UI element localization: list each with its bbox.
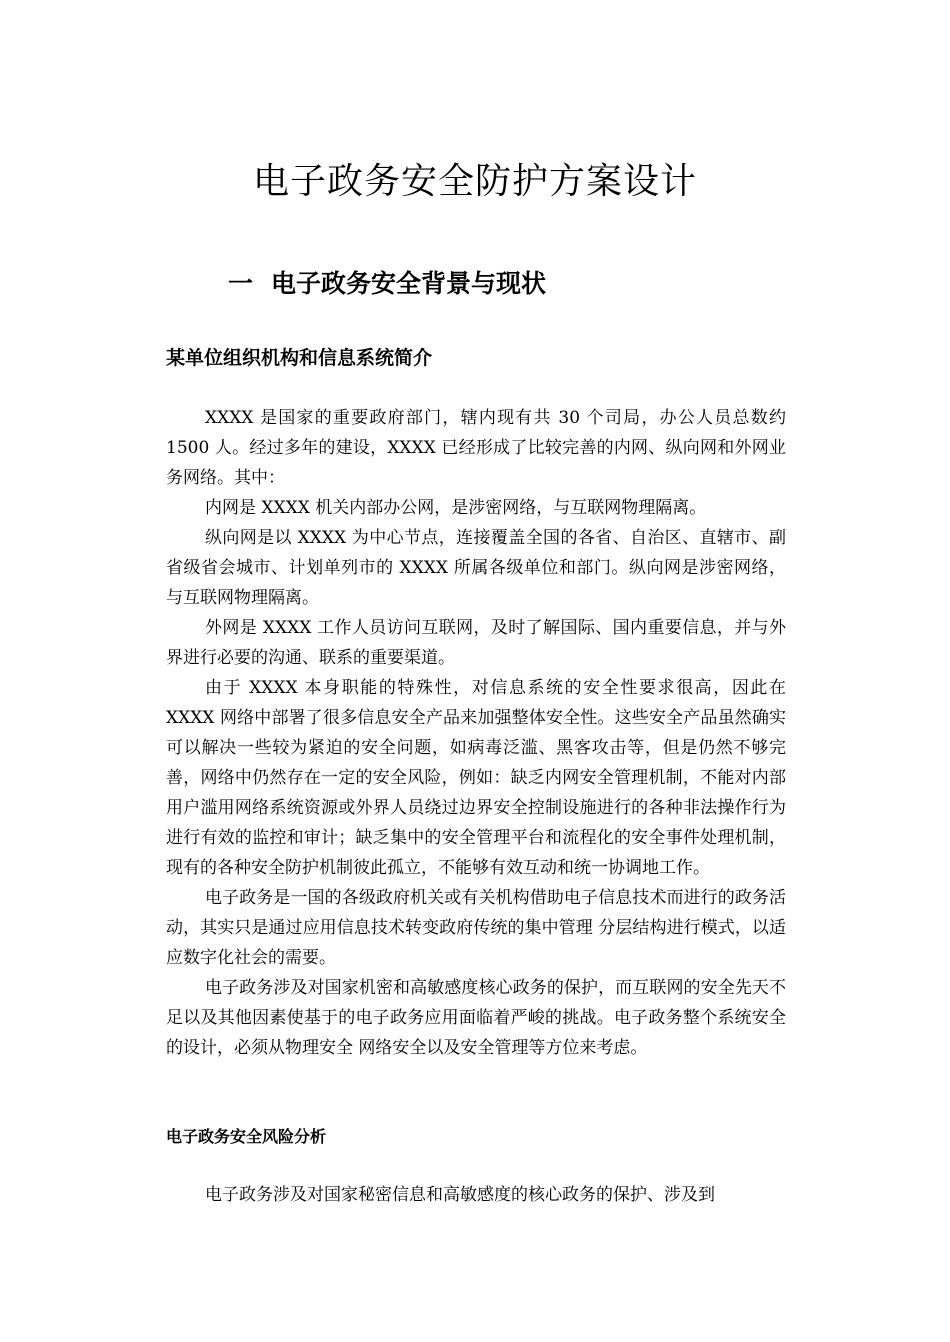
paragraph: 由于 XXXX 本身职能的特殊性，对信息系统的安全性要求很高，因此在 XXXX 网络中部署了很多信息安全产品来加强整体安全性。这些安全产品虽然确实可以解决一些较为紧迫的安全问题，如病毒泛滥、黑客攻击等，但是仍然不够完善，网络中仍然存在一定的安全风险，例如：缺乏内网安全管理机制，不能对内部用户滥用网络系统资源或外界人员绕过边界安全控制设施进行的各种非法操作行为进行有效的监控和审计；缺乏集中的安全管理平台和流程化的安全事件处理机制，现有的各种安全防护机制彼此孤立，不能够有效互动和统一协调地工作。 xyxy=(166,678,786,878)
paragraph: 电子政务是一国的各级政府机关或有关机构借助电子信息技术而进行的政务活动，其实只是通过应用信息技术转变政府传统的集中管理 分层结构进行模式，以适应数字化社会的需要。 xyxy=(166,888,786,968)
subsection-body-org xyxy=(166,403,786,1063)
section-heading xyxy=(228,266,546,302)
section-number: 一 xyxy=(228,269,254,298)
paragraph: 内网是 XXXX 机关内部办公网，是涉密网络，与互联网物理隔离。 xyxy=(205,498,707,518)
document-title: 电子政务安全防护方案设计 xyxy=(252,161,697,202)
paragraph: 电子政务涉及对国家机密和高敏感度核心政务的保护，而互联网的安全先天不足以及其他因素使基于的电子政务应用面临着严峻的挑战。电子政务整个系统安全的设计，必须从物理安全 网络安全以及安全管理等方位来考虑。 xyxy=(166,978,786,1058)
subsection-body-risk xyxy=(166,1180,786,1210)
paragraph: 电子政务涉及对国家秘密信息和高敏感度的核心政务的保护、涉及到 xyxy=(205,1185,715,1205)
paragraph: 外网是 XXXX 工作人员访问互联网，及时了解国际、国内重要信息，并与外界进行必要的沟通、联系的重要渠道。 xyxy=(166,618,786,668)
section-title: 电子政务安全背景与现状 xyxy=(271,269,547,298)
paragraph: 纵向网是以 XXXX 为中心节点，连接覆盖全国的各省、自治区、直辖市、副省级省会城市、计划单列市的 XXXX 所属各级单位和部门。纵向网是涉密网络，与互联网物理隔离。 xyxy=(166,528,786,608)
subsection-title-org: 某单位组织机构和信息系统简介 xyxy=(166,347,433,369)
subsection-title-risk: 电子政务安全风险分析 xyxy=(166,1127,327,1146)
paragraph: XXXX 是国家的重要政府部门，辖内现有共 30 个司局，办公人员总数约 1500 人。经过多年的建设，XXXX 已经形成了比较完善的内网、纵向网和外网业务网络。其中： xyxy=(166,408,786,488)
